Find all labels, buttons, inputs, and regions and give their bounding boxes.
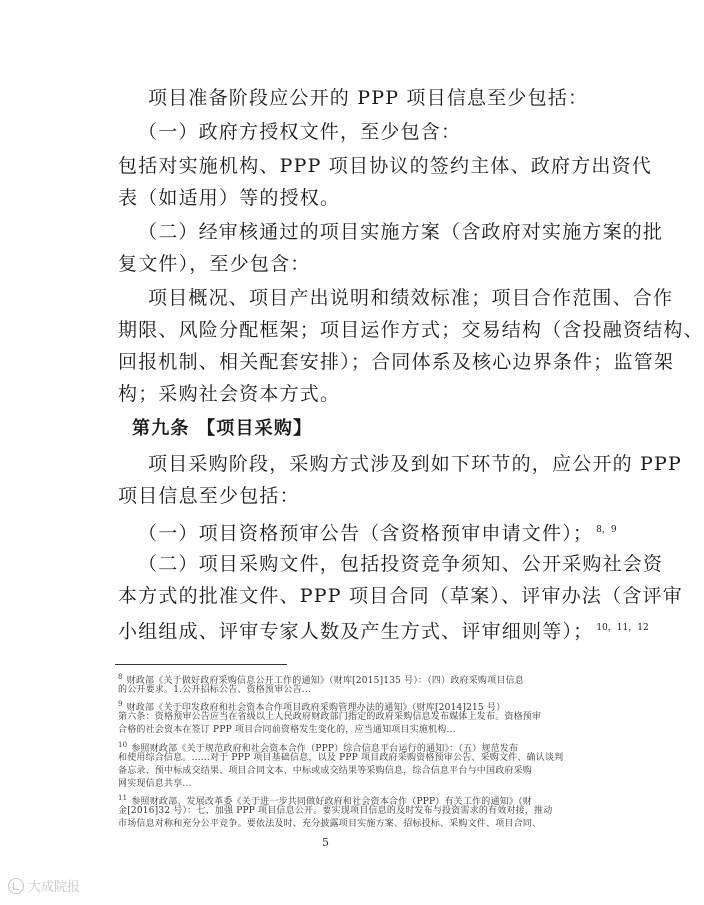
- footnote-ref[interactable]: 8，9: [596, 525, 617, 535]
- footnote-line: [118, 724, 456, 736]
- footnote-text: 参照财政部《关于规范政府和社会资本合作（PPP）综合信息平台运行的通知》：（五）规范发布: [131, 744, 519, 754]
- watermark-text: 大成院报: [28, 880, 81, 895]
- body-line: 包括对实施机构、PPP 项目协议的签约主体、政府方出资代: [118, 155, 652, 177]
- footnote-text: 的公开要求。1.公开招标公告、资格预审公告...: [118, 685, 311, 695]
- footnote-text: 和使用综合信息。......对于 PPP 项目基础信息，以及 PPP 项目政府采购资格预审公告、采购文件、确认谈判: [118, 753, 564, 763]
- footnote-line: [118, 752, 563, 764]
- body-line: 本方式的批准文件、PPP 项目合同（草案）、评审办法（含评审: [118, 585, 683, 607]
- footnote-line: [118, 818, 541, 830]
- footnote-number: 11: [118, 794, 128, 802]
- footnote-text: 金[2016]32 号）：七、加强 PPP 项目信息公开。要实现项目信息的及时发布与投资需求的有效对接，推动: [118, 806, 553, 816]
- body-line: [138, 518, 617, 545]
- footnote-text: 第六条：资格预审公告应当在省级以上人民政府财政部门指定的政府采购信息发布媒体上发布。资格预审: [118, 712, 542, 722]
- article-heading: 第九条 【项目采购】: [132, 418, 313, 439]
- page-number: 5: [322, 836, 329, 849]
- footnote-text: 市场信息对称和充分公平竞争。要依法及时、充分披露项目实施方案、招标投标、采购文件、项目合同、: [118, 819, 542, 829]
- footnote-line: [118, 684, 311, 696]
- watermark: [8, 876, 80, 895]
- footnote-line: [118, 765, 532, 777]
- body-line: （二）经审核通过的项目实施方案（含政府对实施方案的批: [138, 221, 664, 243]
- body-line: （一）政府方授权文件，至少包含：: [138, 121, 462, 143]
- footnote-text: 合格的社会资本在签订 PPP 项目合同前资格发生变化的，应当通知项目实施机构...: [118, 725, 456, 735]
- body-line: 复文件），至少包含：: [118, 253, 311, 275]
- body-line: 回报机制、相关配套安排）；合同体系及核心边界条件；监管架: [118, 351, 675, 373]
- footnote-text: 财政部《关于做好政府采购信息公开工作的通知》（财库[2015]135 号）：（四）政府采购项目信息: [126, 676, 524, 686]
- footnote-number: 8: [118, 673, 123, 681]
- footnote-number: 9: [118, 700, 123, 708]
- footnote-number: 10: [118, 741, 128, 749]
- footnote-ref[interactable]: 10，11，12: [596, 623, 649, 633]
- body-line-text: （一）项目资格预审公告（含资格预审申请文件）；: [138, 522, 594, 545]
- footnote-text: 参照财政部、发展改革委《关于进一步共同做好政府和社会资本合作（PPP）有关工作的通知》（财: [131, 797, 532, 807]
- body-line: 表（如适用）等的授权。: [118, 187, 341, 209]
- body-line: 项目信息至少包括：: [118, 485, 300, 507]
- watermark-logo-icon: [8, 878, 24, 894]
- body-line: 项目准备阶段应公开的 PPP 项目信息至少包括：: [148, 87, 589, 109]
- body-line: [118, 616, 649, 643]
- footnote-line: [118, 805, 552, 817]
- footnote-line: [118, 711, 541, 723]
- body-line-text: 小组组成、评审专家人数及产生方式、评审细则等）；: [118, 620, 594, 643]
- footnote-separator: [115, 664, 287, 665]
- footnote-line: [118, 778, 192, 790]
- body-line: （二）项目采购文件，包括投资竞争须知、公开采购社会资: [138, 553, 664, 575]
- body-line: 构；采购社会资本方式。: [118, 383, 341, 405]
- body-line: 期限、风险分配框架；项目运作方式；交易结构（含投融资结构、: [118, 319, 704, 341]
- body-line: 项目采购阶段，采购方式涉及到如下环节的，应公开的 PPP: [148, 453, 682, 475]
- footnote-text: 网实现信息共享...: [118, 779, 192, 789]
- body-line: 项目概况、项目产出说明和绩效标准；项目合作范围、合作: [148, 287, 674, 309]
- footnote-text: 财政部《关于印发政府和社会资本合作项目政府采购管理办法的通知》（财库[2014]215 号）: [126, 703, 506, 713]
- footnote-text: 备忘录、预中标成交结果、项目合同文本、中标或成交结果等采购信息，综合信息平台与中国政府采购: [118, 766, 533, 776]
